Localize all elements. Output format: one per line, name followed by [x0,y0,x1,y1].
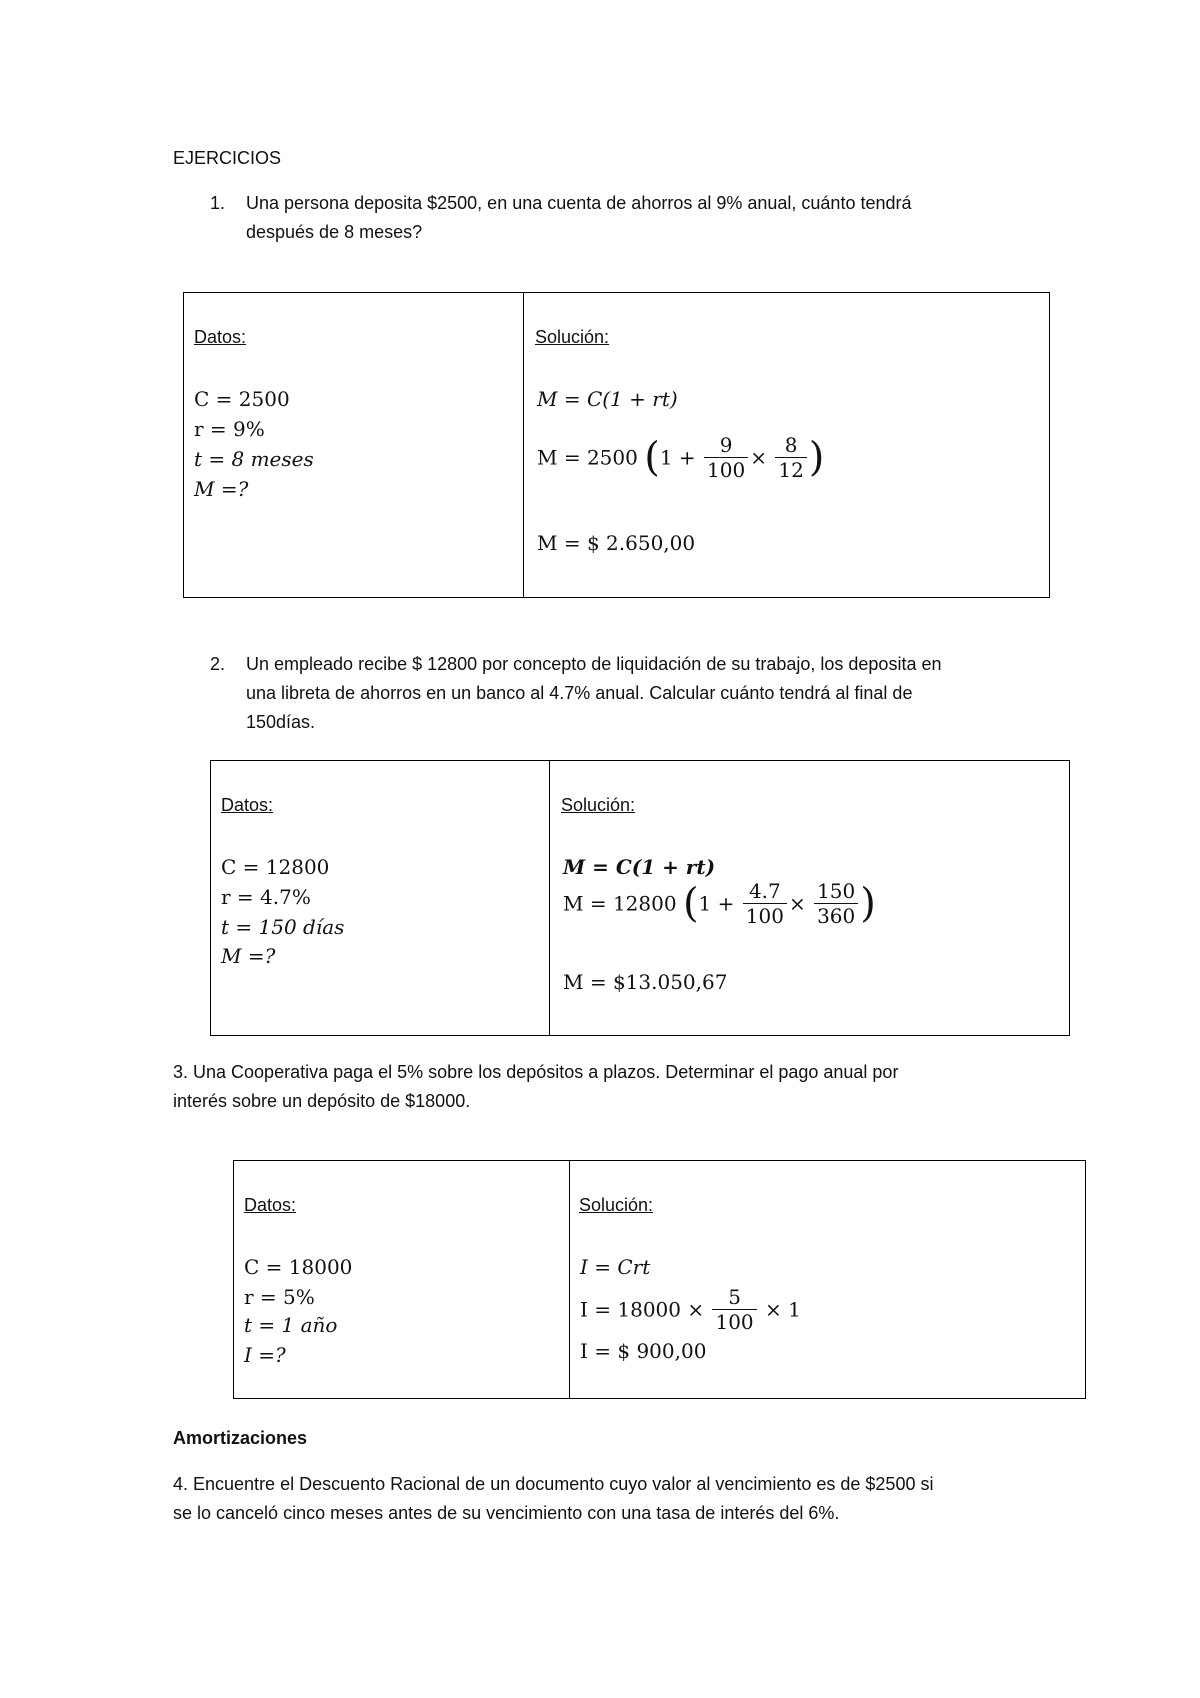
exercise-2-table [210,760,1070,1036]
exercise-3-text-line2: interés sobre un depósito de $18000. [173,1091,471,1111]
result: I = $ 900,00 [580,1339,707,1363]
exercise-2-number: 2. [210,654,226,674]
dato-capital: C = 12800 [221,855,330,879]
right-paren: ) [860,880,876,927]
dato-rate: r = 5% [244,1285,315,1309]
dato-rate: r = 9% [194,417,265,441]
page-title: EJERCICIOS [173,148,282,168]
exercise-4-text-line1: 4. Encuentre el Descuento Racional de un documento cuyo valor al vencimiento es de $2500 si [173,1474,934,1494]
exercise-1-text-line2: después de 8 meses? [246,222,423,242]
datos-label: Datos: [221,795,274,815]
exercise-2-text-line3: 150días. [246,712,316,732]
dato-unknown: I =? [244,1343,286,1367]
fraction-rate: $\frac{5}{100}$ [712,1285,756,1334]
calculation [580,1285,801,1334]
datos-label: Datos: [244,1195,297,1215]
solucion-label: Solución: [535,327,610,347]
dato-rate: r = 4.7% [221,885,311,909]
left-paren: ( [682,880,699,927]
dato-unknown: M =? [194,477,249,501]
exercise-1-table [183,292,1050,598]
calculation: M = 2500 (1 + $\frac{9}{100}$ × $\frac{8}{12}$ ) [537,433,825,482]
solucion-label: Solución: [561,795,636,815]
dato-capital: C = 2500 [194,387,290,411]
formula: M = C(1 + rt) [537,387,678,411]
dato-time: t = 1 año [244,1313,338,1337]
exercise-2-text-line1: Un empleado recibe $ 12800 por concepto de liquidación de su trabajo, los deposita en [246,654,942,674]
formula: I = Crt [580,1255,651,1279]
dato-unknown: M =? [221,944,276,968]
result: M = $ 2.650,00 [537,531,696,555]
exercise-4-text-line2: se lo canceló cinco meses antes de su vencimiento con una tasa de interés del 6%. [173,1503,840,1523]
table-divider [523,293,524,597]
calc-prefix: I = 18000 × [580,1297,705,1322]
formula: M = C(1 + rt) [563,855,716,879]
result: M = $13.050,67 [563,970,728,994]
exercise-1-number: 1. [210,193,226,213]
calc-suffix: × 1 [765,1297,801,1322]
fraction-time: $\frac{150}{360}$ [814,879,858,928]
table-divider [549,761,550,1035]
dato-time: t = 8 meses [194,447,314,471]
exercise-1-text-line1: Una persona deposita $2500, en una cuenta de ahorros al 9% anual, cuánto tendrá [246,193,912,213]
datos-label: Datos: [194,327,247,347]
fraction-rate: $\frac{4.7}{100}$ [743,879,787,928]
section-heading: Amortizaciones [173,1428,308,1448]
dato-capital: C = 18000 [244,1255,353,1279]
calc-prefix: M = 12800 [563,891,677,916]
left-paren: ( [644,434,660,481]
exercise-3-table [233,1160,1086,1399]
table-divider [569,1161,570,1398]
solucion-label: Solución: [579,1195,654,1215]
exercise-3-text-line1: 3. Una Cooperativa paga el 5% sobre los depósitos a plazos. Determinar el pago anual por [173,1062,899,1082]
calc-prefix: M = 2500 [537,445,638,470]
fraction-time: $\frac{8}{12}$ [775,433,806,482]
dato-time: t = 150 días [221,915,345,939]
right-paren: ) [808,434,825,481]
calculation: M = 12800 (1 + $\frac{4.7}{100}$ × $\frac{150}{360}$ ) [563,879,876,928]
fraction-rate: $\frac{9}{100}$ [704,433,748,482]
exercise-2-text-line2: una libreta de ahorros en un banco al 4.7% anual. Calcular cuánto tendrá al final de [246,683,913,703]
